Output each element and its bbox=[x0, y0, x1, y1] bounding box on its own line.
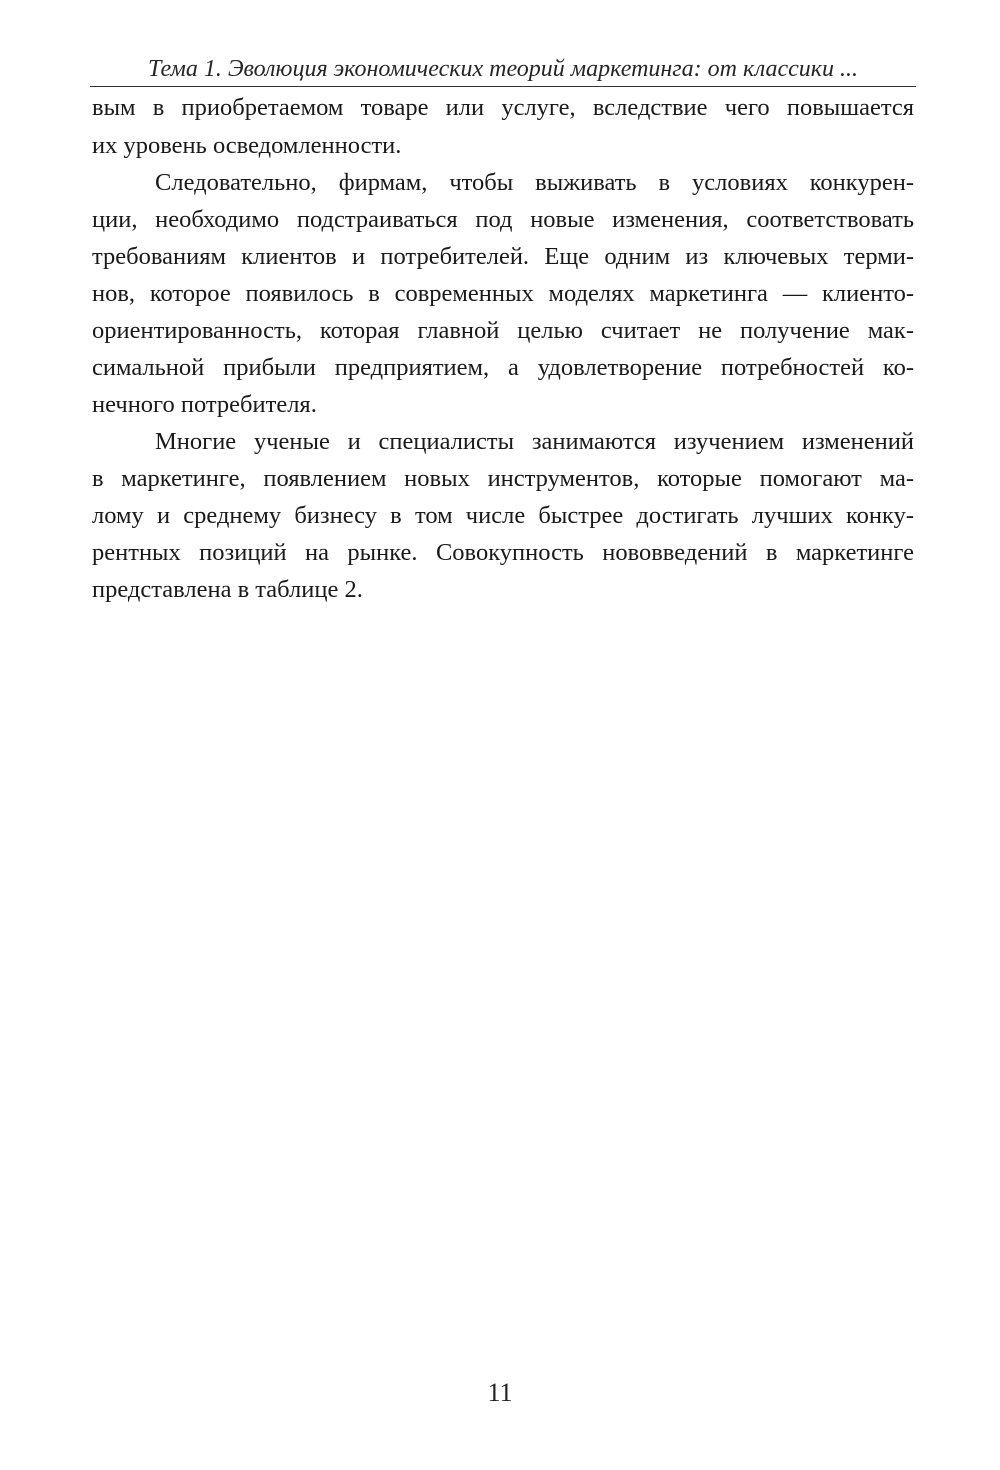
text-line: в маркетинге, появлением новых инструментов, которые помогают ма- bbox=[92, 465, 914, 492]
text-line: рентных позиций на рынке. Совокупность нововведений в маркетинге bbox=[92, 539, 914, 566]
text-line: Следовательно, фирмам, чтобы выживать в условиях конкурен- bbox=[155, 169, 914, 196]
text-line: нов, которое появилось в современных моделях маркетинга — клиенто- bbox=[92, 280, 914, 307]
text-line: их уровень осведомленности. bbox=[92, 132, 402, 159]
text-line: представлена в таблице 2. bbox=[92, 576, 363, 603]
text-line: ориентированность, которая главной целью считает не получение мак- bbox=[92, 317, 914, 344]
page-number: 11 bbox=[487, 1378, 513, 1407]
text-line: Многие ученые и специалисты занимаются изучением изменений bbox=[155, 428, 914, 455]
text-line: требованиям клиентов и потребителей. Еще одним из ключевых терми- bbox=[92, 243, 914, 270]
header-rule bbox=[90, 86, 916, 87]
text-line: нечного потребителя. bbox=[92, 391, 317, 418]
text-line: лому и среднему бизнесу в том числе быстрее достигать лучших конку- bbox=[92, 502, 914, 529]
running-header: Тема 1. Эволюция экономических теорий маркетинга: от классики ... bbox=[147, 56, 858, 82]
text-line: ции, необходимо подстраиваться под новые изменения, соответствовать bbox=[92, 206, 914, 233]
text-line: симальной прибыли предприятием, а удовлетворение потребностей ко- bbox=[92, 354, 914, 381]
text-line: вым в приобретаемом товаре или услуге, вследствие чего повышается bbox=[92, 94, 914, 121]
